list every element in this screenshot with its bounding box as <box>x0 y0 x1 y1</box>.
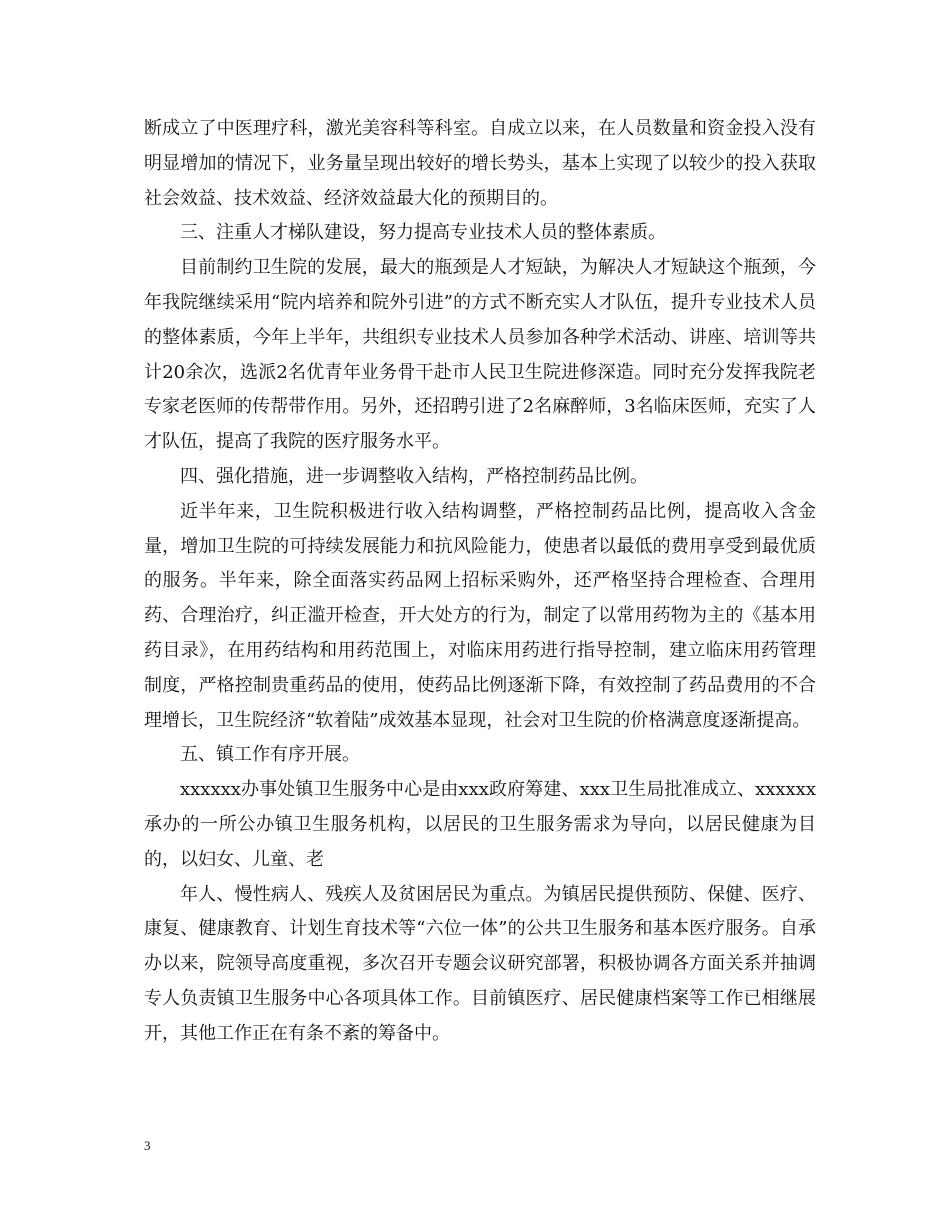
document-body <box>144 112 816 1052</box>
section-heading-4: 四、强化措施，进一步调整收入结构，严格控制药品比例。 <box>180 465 648 487</box>
paragraph-8: 年人、慢性病人、残疾人及贫困居民为重点。为镇居民提供预防、保健、医疗、康复、健康教育、计划生育技术等“六位一体”的公共卫生服务和基本医疗服务。自承办以来，院领导高度重视，多次召开专题会议研究部署，积极协调各方面关系并抽调专人负责镇卫生服务中心各项具体工作。目前镇医疗、居民健康档案等工作已相继展开，其他工作正在有条不紊的筹备中。 <box>144 883 816 1044</box>
paragraph-5: 近半年来，卫生院积极进行收入结构调整，严格控制药品比例，提高收入含金量，增加卫生院的可持续发展能力和抗风险能力，使患者以最低的费用享受到最优质的服务。半年来，除全面落实药品网上招标采购外，还严格坚持合理检查、合理用药、合理治疗，纠正滥开检查，开大处方的行为，制定了以常用药物为主的《基本用药目录》，在用药结构和用药范围上，对临床用药进行指导控制，建立临床用药管理制度，严格控制贵重药品的使用，使药品比例逐渐下降，有效控制了药品费用的不合理增长，卫生院经济“软着陆”成效基本显现，社会对卫生院的价格满意度逐渐提高。 <box>144 500 816 731</box>
section-heading-3: 三、注重人才梯队建设，努力提高专业技术人员的整体素质。 <box>180 222 666 244</box>
section-heading-5: 五、镇工作有序开展。 <box>180 744 360 766</box>
paragraph-3: 目前制约卫生院的发展，最大的瓶颈是人才短缺，为解决人才短缺这个瓶颈，今年我院继续采用“院内培养和院外引进”的方式不断充实人才队伍，提升专业技术人员的整体素质，今年上半年，共组织专业技术人员参加各种学术活动、讲座、培训等共计20余次，选派2名优青年业务骨干赴市人民卫生院进修深造。同时充分发挥我院老专家老医师的传帮带作用。另外，还招聘引进了2名麻醉师，3名临床医师，充实了人才队伍，提高了我院的医疗服务水平。 <box>144 257 816 453</box>
paragraph-7: xxxxxx办事处镇卫生服务中心是由xxx政府筹建、xxx卫生局批准成立、xxxxxx承办的一所公办镇卫生服务机构，以居民的卫生服务需求为导向，以居民健康为目的，以妇女、儿童、老 <box>144 779 816 870</box>
paragraph-1: 断成立了中医理疗科，激光美容科等科室。自成立以来，在人员数量和资金投入没有明显增加的情况下，业务量呈现出较好的增长势头，基本上实现了以较少的投入获取社会效益、技术效益、经济效益最大化的预期目的。 <box>144 118 816 209</box>
page-number: 3 <box>144 1138 151 1153</box>
